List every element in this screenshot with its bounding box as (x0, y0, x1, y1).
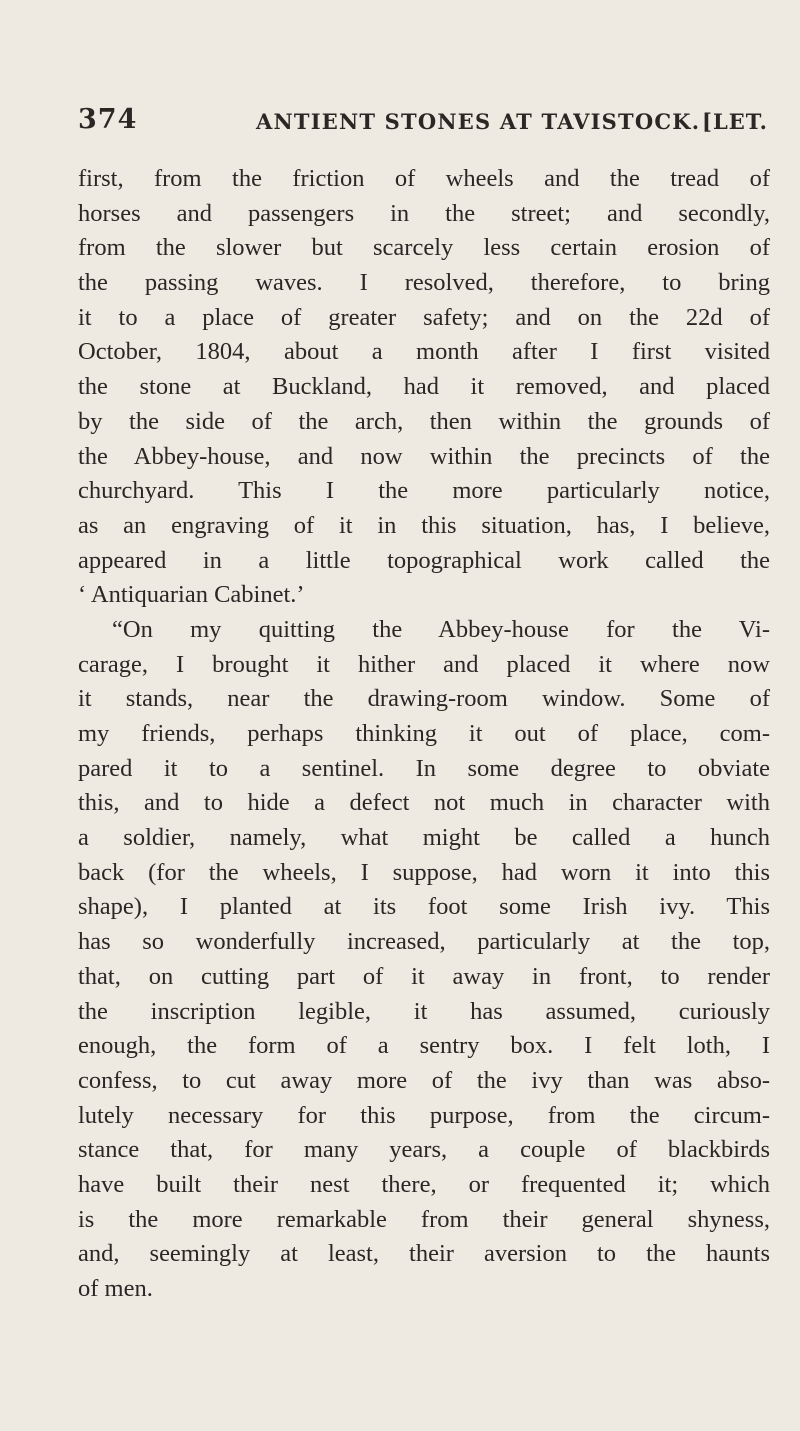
text-line: from the slower but scarcely less certain erosion of (78, 234, 770, 262)
text-line: it to a place of greater safety; and on the 22d of (78, 303, 770, 331)
running-title: ANTIENT STONES AT TAVISTOCK. (256, 109, 701, 134)
page-header (78, 104, 768, 144)
running-header-right: [LET. (702, 109, 768, 134)
text-line: back (for the wheels, I suppose, had worn it into this (78, 858, 770, 886)
text-line: pared it to a sentinel. In some degree to obviate (78, 754, 770, 782)
text-line: as an engraving of it in this situation, has, I believe, (78, 511, 770, 539)
text-line: the Abbey-house, and now within the precincts of the (78, 442, 770, 470)
text-line: the passing waves. I resolved, therefore, to bring (78, 269, 770, 297)
text-line: this, and to hide a defect not much in character with (78, 789, 770, 817)
text-line: October, 1804, about a month after I first visited (78, 338, 770, 366)
text-line: first, from the friction of wheels and the tread of (78, 165, 770, 192)
text-line: churchyard. This I the more particularly notice, (78, 477, 770, 505)
text-line: the inscription legible, it has assumed, curiously (78, 997, 770, 1025)
body-text (78, 162, 770, 1307)
text-line: it stands, near the drawing-room window. Some of (78, 685, 770, 713)
text-line: appeared in a little topographical work called the (78, 546, 770, 574)
text-line: lutely necessary for this purpose, from the circum- (78, 1101, 770, 1129)
text-line: is the more remarkable from their general shyness, (78, 1205, 770, 1233)
text-line: confess, to cut away more of the ivy than was abso- (78, 1066, 770, 1094)
text-line: a soldier, namely, what might be called a hunch (78, 824, 770, 852)
page-number: 374 (78, 104, 138, 135)
text-line: stance that, for many years, a couple of blackbirds (78, 1136, 770, 1164)
text-line: the stone at Buckland, had it removed, and placed (78, 373, 770, 401)
text-line: that, on cutting part of it away in front, to render (78, 962, 770, 990)
text-line: by the side of the arch, then within the grounds of (78, 407, 770, 435)
text-line: horses and passengers in the street; and secondly, (78, 199, 770, 227)
text-line: has so wonderfully increased, particularly at the top, (78, 928, 770, 956)
text-line: my friends, perhaps thinking it out of place, com- (78, 720, 770, 747)
text-line: ‘ Antiquarian Cabinet.’ (78, 581, 305, 609)
text-line: and, seemingly at least, their aversion to the haunts (78, 1240, 770, 1268)
text-line: shape), I planted at its foot some Irish ivy. This (78, 893, 770, 921)
text-line: have built their nest there, or frequented it; which (78, 1170, 770, 1198)
text-line: “On my quitting the Abbey-house for the Vi- (112, 615, 770, 643)
text-line: carage, I brought it hither and placed it where now (78, 650, 770, 678)
text-line: enough, the form of a sentry box. I felt loth, I (78, 1032, 770, 1060)
text-line: of men. (78, 1275, 153, 1302)
